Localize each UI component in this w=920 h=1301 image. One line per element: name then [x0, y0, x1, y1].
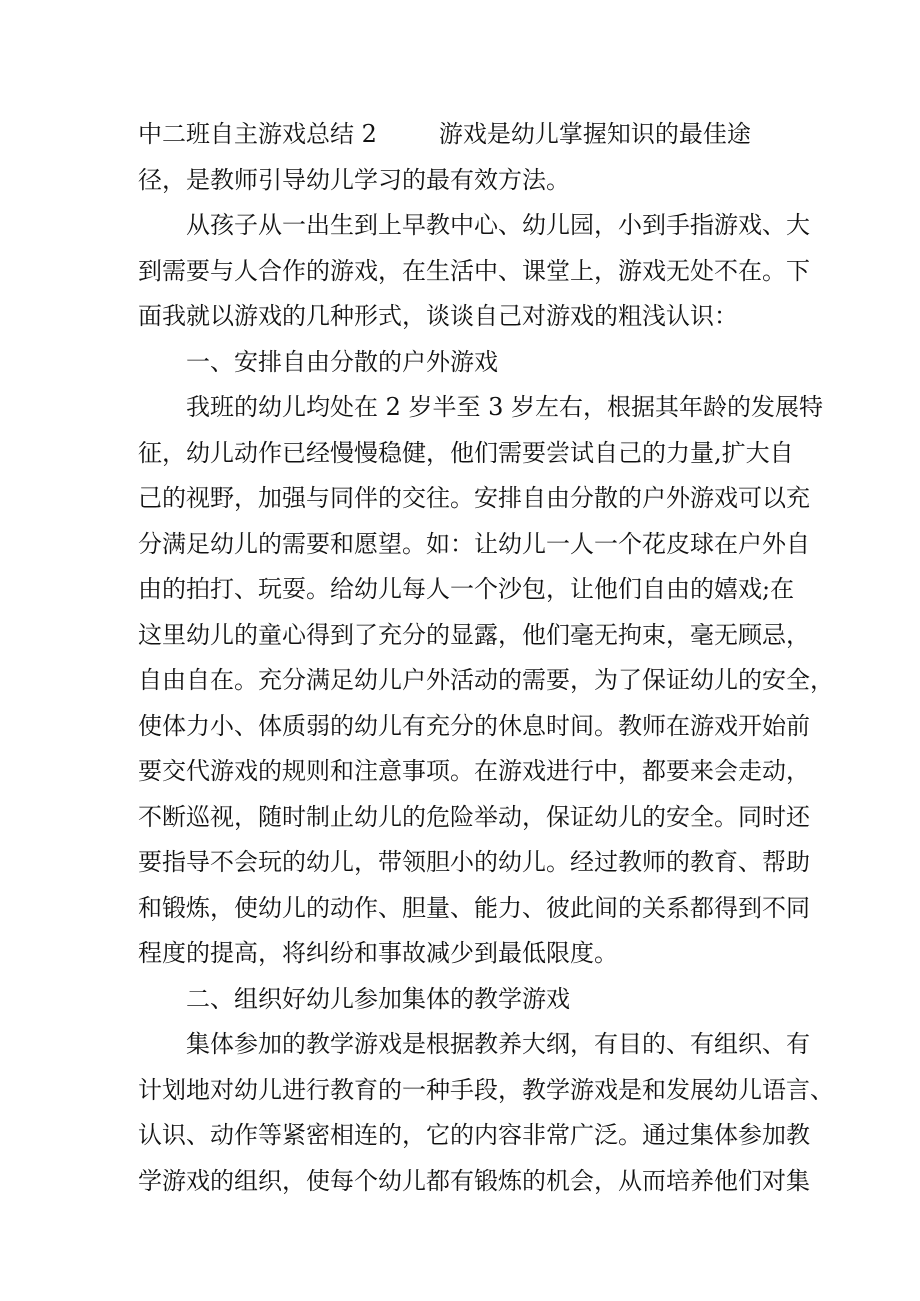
text-line: 径，是教师引导幼儿学习的最有效方法。 [138, 165, 570, 194]
section-heading: 二、组织好幼儿参加集体的教学游戏 [186, 984, 570, 1013]
text-line: 认识、动作等紧密相连的，它的内容非常广泛。通过集体参加教 [138, 1121, 810, 1149]
text-line: 使体力小、体质弱的幼儿有充分的休息时间。教师在游戏开始前 [138, 711, 810, 740]
text-line: 分满足幼儿的需要和愿望。如：让幼儿一人一个花皮球在户外自 [138, 529, 810, 558]
text-line: 集体参加的教学游戏是根据教养大纲，有目的、有组织、有 [186, 1030, 810, 1058]
text-line: 己的视野，加强与同伴的交往。安排自由分散的户外游戏可以充 [138, 484, 810, 512]
text-line: 要交代游戏的规则和注意事项。在游戏进行中，都要来会走动， [138, 757, 810, 785]
text-line: 游戏是幼儿掌握知识的最佳途 [438, 120, 751, 148]
text-line: 我班的幼儿均处在 2 岁半至 3 岁左右，根据其年龄的发展特 [186, 393, 824, 421]
text-line: 到需要与人合作的游戏，在生活中、课堂上，游戏无处不在。下 [138, 256, 810, 285]
text-line: 征，幼儿动作已经慢慢稳健，他们需要尝试自己的力量,扩大自 [138, 438, 794, 467]
text-line: 不断巡视，随时制止幼儿的危险举动，保证幼儿的安全。同时还 [138, 802, 810, 831]
text-line: 要指导不会玩的幼儿，带领胆小的幼儿。经过教师的教育、帮助 [138, 848, 810, 876]
text-line: 和锻炼，使幼儿的动作、胆量、能力、彼此间的关系都得到不同 [138, 893, 810, 922]
text-line: 学游戏的组织，使每个幼儿都有锻炼的机会，从而培养他们对集 [138, 1166, 810, 1195]
document-body [138, 112, 834, 1204]
title-line [138, 112, 788, 158]
text-line: 这里幼儿的童心得到了充分的显露，他们毫无拘束，毫无顾忌， [138, 620, 810, 649]
text-line: 程度的提高，将纠纷和事故减少到最低限度。 [138, 939, 618, 967]
text-line: 由的拍打、玩耍。给幼儿每人一个沙包，让他们自由的嬉戏;在 [138, 575, 795, 603]
text-line: 自由自在。充分满足幼儿户外活动的需要，为了保证幼儿的安全， [138, 666, 834, 694]
section-heading: 一、安排自由分散的户外游戏 [186, 347, 498, 376]
document-title: 中二班自主游戏总结 2 [138, 120, 377, 148]
text-line: 从孩子从一出生到上早教中心、幼儿园，小到手指游戏、大 [186, 211, 810, 239]
text-line: 计划地对幼儿进行教育的一种手段，教学游戏是和发展幼儿语言、 [138, 1075, 834, 1104]
text-line: 面我就以游戏的几种形式，谈谈自己对游戏的粗浅认识： [138, 302, 738, 330]
